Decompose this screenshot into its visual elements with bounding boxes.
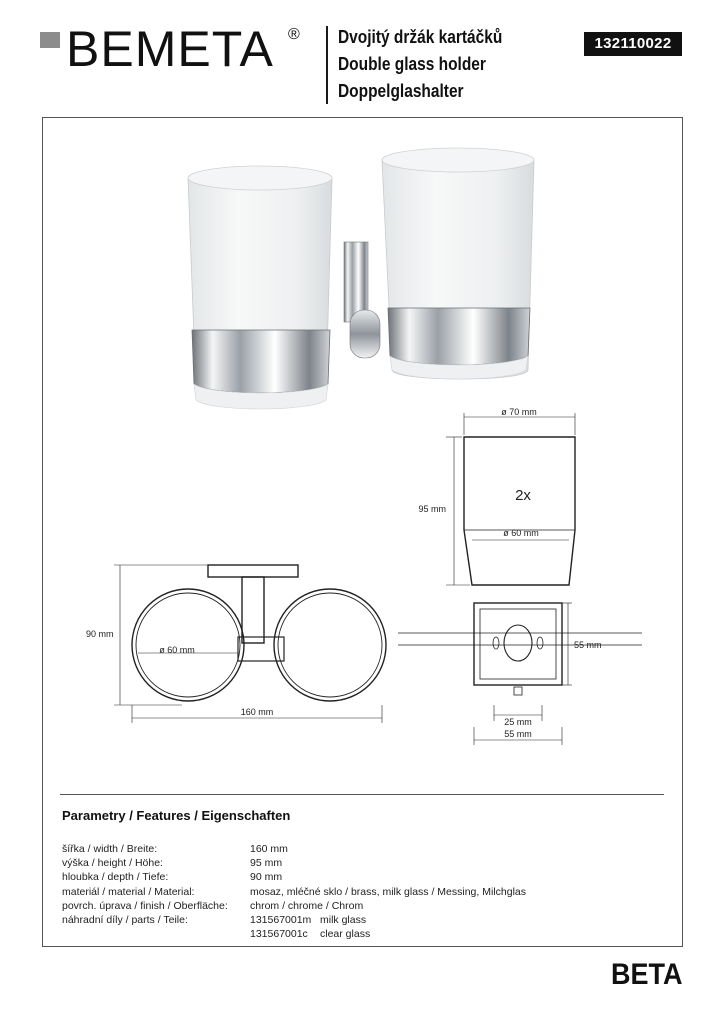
right-glass [382, 148, 534, 379]
dim-depth: 90 mm [86, 629, 114, 639]
dim-screw-spacing: 25 mm [504, 717, 532, 727]
header-divider [326, 26, 328, 104]
wall-bracket [344, 242, 380, 358]
spare-part-desc: milk glass [320, 914, 367, 927]
spare-part-code: 131567001c [250, 928, 308, 941]
spec-row-parts-2 [62, 927, 526, 941]
dim-glass-top-dia: ø 70 mm [501, 407, 537, 417]
glass-multiplier: 2x [515, 487, 531, 504]
spec-value: 95 mm [250, 857, 283, 870]
spare-part-code: 131567001m [250, 914, 312, 927]
spec-label: výška / height / Höhe: [62, 857, 163, 870]
spec-row [62, 842, 526, 856]
spec-row [62, 899, 526, 913]
spec-row-parts [62, 913, 526, 927]
section-divider [60, 794, 664, 795]
spec-value: 160 mm [250, 843, 288, 855]
dim-base-width: 55 mm [504, 729, 532, 739]
spec-label: povrch. úprava / finish / Oberfläche: [62, 899, 228, 912]
dim-width: 160 mm [240, 707, 274, 717]
spec-label: hloubka / depth / Tiefe: [62, 871, 169, 884]
spec-value: mosaz, mléčné sklo / brass, milk glass / Messing, Milchglas [250, 885, 526, 898]
title-german: Doppelglashalter [338, 81, 464, 101]
spec-row [62, 885, 526, 899]
dim-ring-dia: ø 60 mm [159, 645, 195, 655]
spare-part-desc: clear glass [320, 928, 371, 941]
features-title: Parametry / Features / Eigenschaften [62, 808, 291, 823]
spare-part [250, 913, 366, 927]
brand-logo [40, 21, 310, 77]
product-titles [338, 24, 529, 105]
spec-value: 90 mm [250, 871, 283, 884]
spec-label: materiál / material / Material: [62, 885, 195, 898]
dim-base-height: 55 mm [574, 640, 602, 650]
series-name: BETA [610, 958, 682, 991]
technical-drawing [42, 405, 683, 755]
top-plan-view [114, 565, 386, 723]
spec-table [62, 842, 526, 941]
dim-glass-height: 95 mm [418, 504, 446, 514]
left-glass [188, 166, 332, 409]
spare-part [250, 927, 370, 941]
title-czech: Dvojitý držák kartáčků [338, 27, 503, 47]
spec-row [62, 870, 526, 884]
title-english: Double glass holder [338, 54, 486, 74]
product-photo [150, 130, 570, 430]
glass-side-view [446, 413, 575, 585]
product-code-badge: 132110022 [584, 32, 682, 56]
spec-label-parts: náhradní díly / parts / Teile: [62, 914, 188, 927]
dim-glass-bottom-dia: ø 60 mm [503, 528, 539, 538]
spec-label-empty [62, 927, 250, 941]
spec-label: šířka / width / Breite: [62, 843, 158, 855]
spec-row [62, 856, 526, 870]
logo-square-mark [40, 32, 60, 48]
spec-value: chrom / chrome / Chrom [250, 899, 364, 912]
registered-mark: ® [288, 26, 300, 43]
brand-name: BEMETA [66, 21, 274, 77]
